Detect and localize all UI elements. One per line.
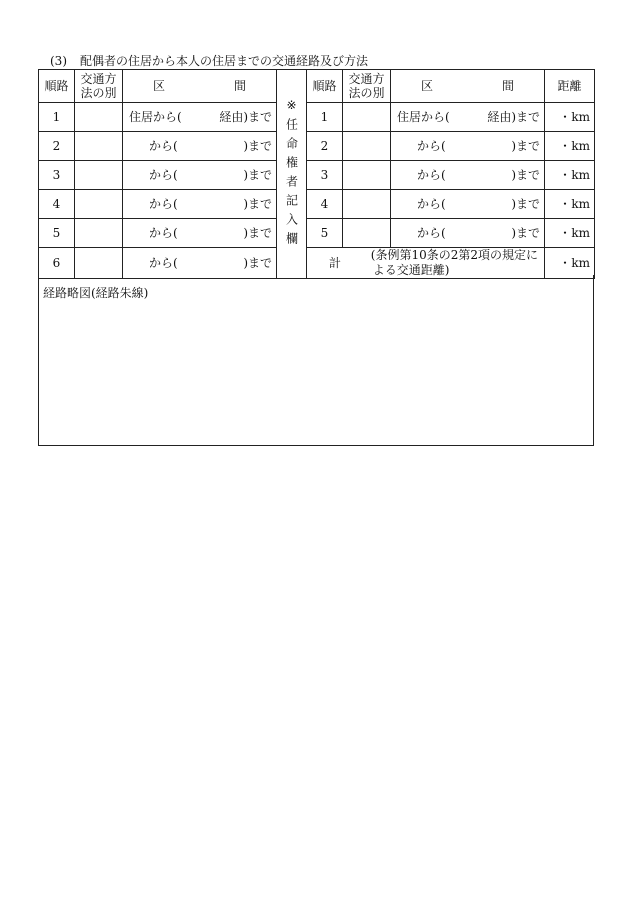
right-section-cell[interactable]: から( )まで: [391, 132, 545, 161]
right-distance-cell[interactable]: ・ km: [545, 219, 595, 248]
right-order-cell: 5: [307, 219, 343, 248]
right-order-cell: 3: [307, 161, 343, 190]
header-method-right: 交通方 法の別: [343, 70, 391, 103]
right-distance-cell[interactable]: ・ km: [545, 190, 595, 219]
note-mark: ※: [286, 97, 297, 112]
right-method-cell[interactable]: [343, 103, 391, 132]
left-section-cell[interactable]: から( )まで: [123, 161, 277, 190]
right-method-cell[interactable]: [343, 161, 391, 190]
left-method-cell[interactable]: [75, 219, 123, 248]
right-method-cell[interactable]: [343, 190, 391, 219]
total-cell: [307, 248, 545, 279]
table-row: [39, 219, 595, 248]
right-method-cell[interactable]: [343, 132, 391, 161]
section-title: 配偶者の住居から本人の住居までの交通経路及び方法: [80, 54, 369, 68]
left-order-cell: 1: [39, 103, 75, 132]
left-method-cell[interactable]: [75, 248, 123, 279]
header-order: 順路: [39, 70, 75, 103]
section-heading: [50, 52, 368, 69]
right-order-cell: 4: [307, 190, 343, 219]
appointer-label: 任命権者記入欄: [284, 117, 299, 251]
left-method-cell[interactable]: [75, 161, 123, 190]
right-section-cell[interactable]: から( )まで: [391, 161, 545, 190]
left-order-cell: 6: [39, 248, 75, 279]
table-row: [39, 190, 595, 219]
left-section-cell[interactable]: から( )まで: [123, 132, 277, 161]
total-label: 計: [329, 256, 342, 270]
section-number: (3): [50, 54, 67, 68]
left-section-cell[interactable]: から( )まで: [123, 190, 277, 219]
table-row: [39, 132, 595, 161]
left-order-cell: 2: [39, 132, 75, 161]
total-note: (条例第10条の2第2項の規定に よる交通距離): [370, 248, 538, 277]
right-order-cell: 1: [307, 103, 343, 132]
table-row: [39, 161, 595, 190]
header-distance: 距離: [545, 70, 595, 103]
route-map-area[interactable]: [38, 275, 594, 446]
left-method-cell[interactable]: [75, 190, 123, 219]
left-section-cell[interactable]: 住居から( 経由)まで: [123, 103, 277, 132]
left-order-cell: 5: [39, 219, 75, 248]
right-section-cell[interactable]: 住居から( 経由)まで: [391, 103, 545, 132]
left-method-cell[interactable]: [75, 103, 123, 132]
left-order-cell: 4: [39, 190, 75, 219]
header-method: 交通方 法の別: [75, 70, 123, 103]
header-order-right: 順路: [307, 70, 343, 103]
right-distance-cell[interactable]: ・ km: [545, 161, 595, 190]
header-section-right: 区 間: [391, 70, 545, 103]
header-section: 区 間: [123, 70, 277, 103]
right-distance-cell[interactable]: ・ km: [545, 132, 595, 161]
left-method-cell[interactable]: [75, 132, 123, 161]
right-distance-cell[interactable]: ・ km: [545, 103, 595, 132]
right-section-cell[interactable]: から( )まで: [391, 219, 545, 248]
appointer-column: [277, 70, 307, 279]
total-distance-cell[interactable]: ・ km: [545, 248, 595, 279]
header-row: [39, 70, 595, 103]
right-section-cell[interactable]: から( )まで: [391, 190, 545, 219]
right-method-cell[interactable]: [343, 219, 391, 248]
left-section-cell[interactable]: から( )まで: [123, 219, 277, 248]
table-row: [39, 248, 595, 279]
route-map-label: 経路略図(経路朱線): [43, 286, 149, 300]
table-row: [39, 103, 595, 132]
route-table: [38, 69, 595, 279]
left-section-cell[interactable]: から( )まで: [123, 248, 277, 279]
right-order-cell: 2: [307, 132, 343, 161]
left-order-cell: 3: [39, 161, 75, 190]
